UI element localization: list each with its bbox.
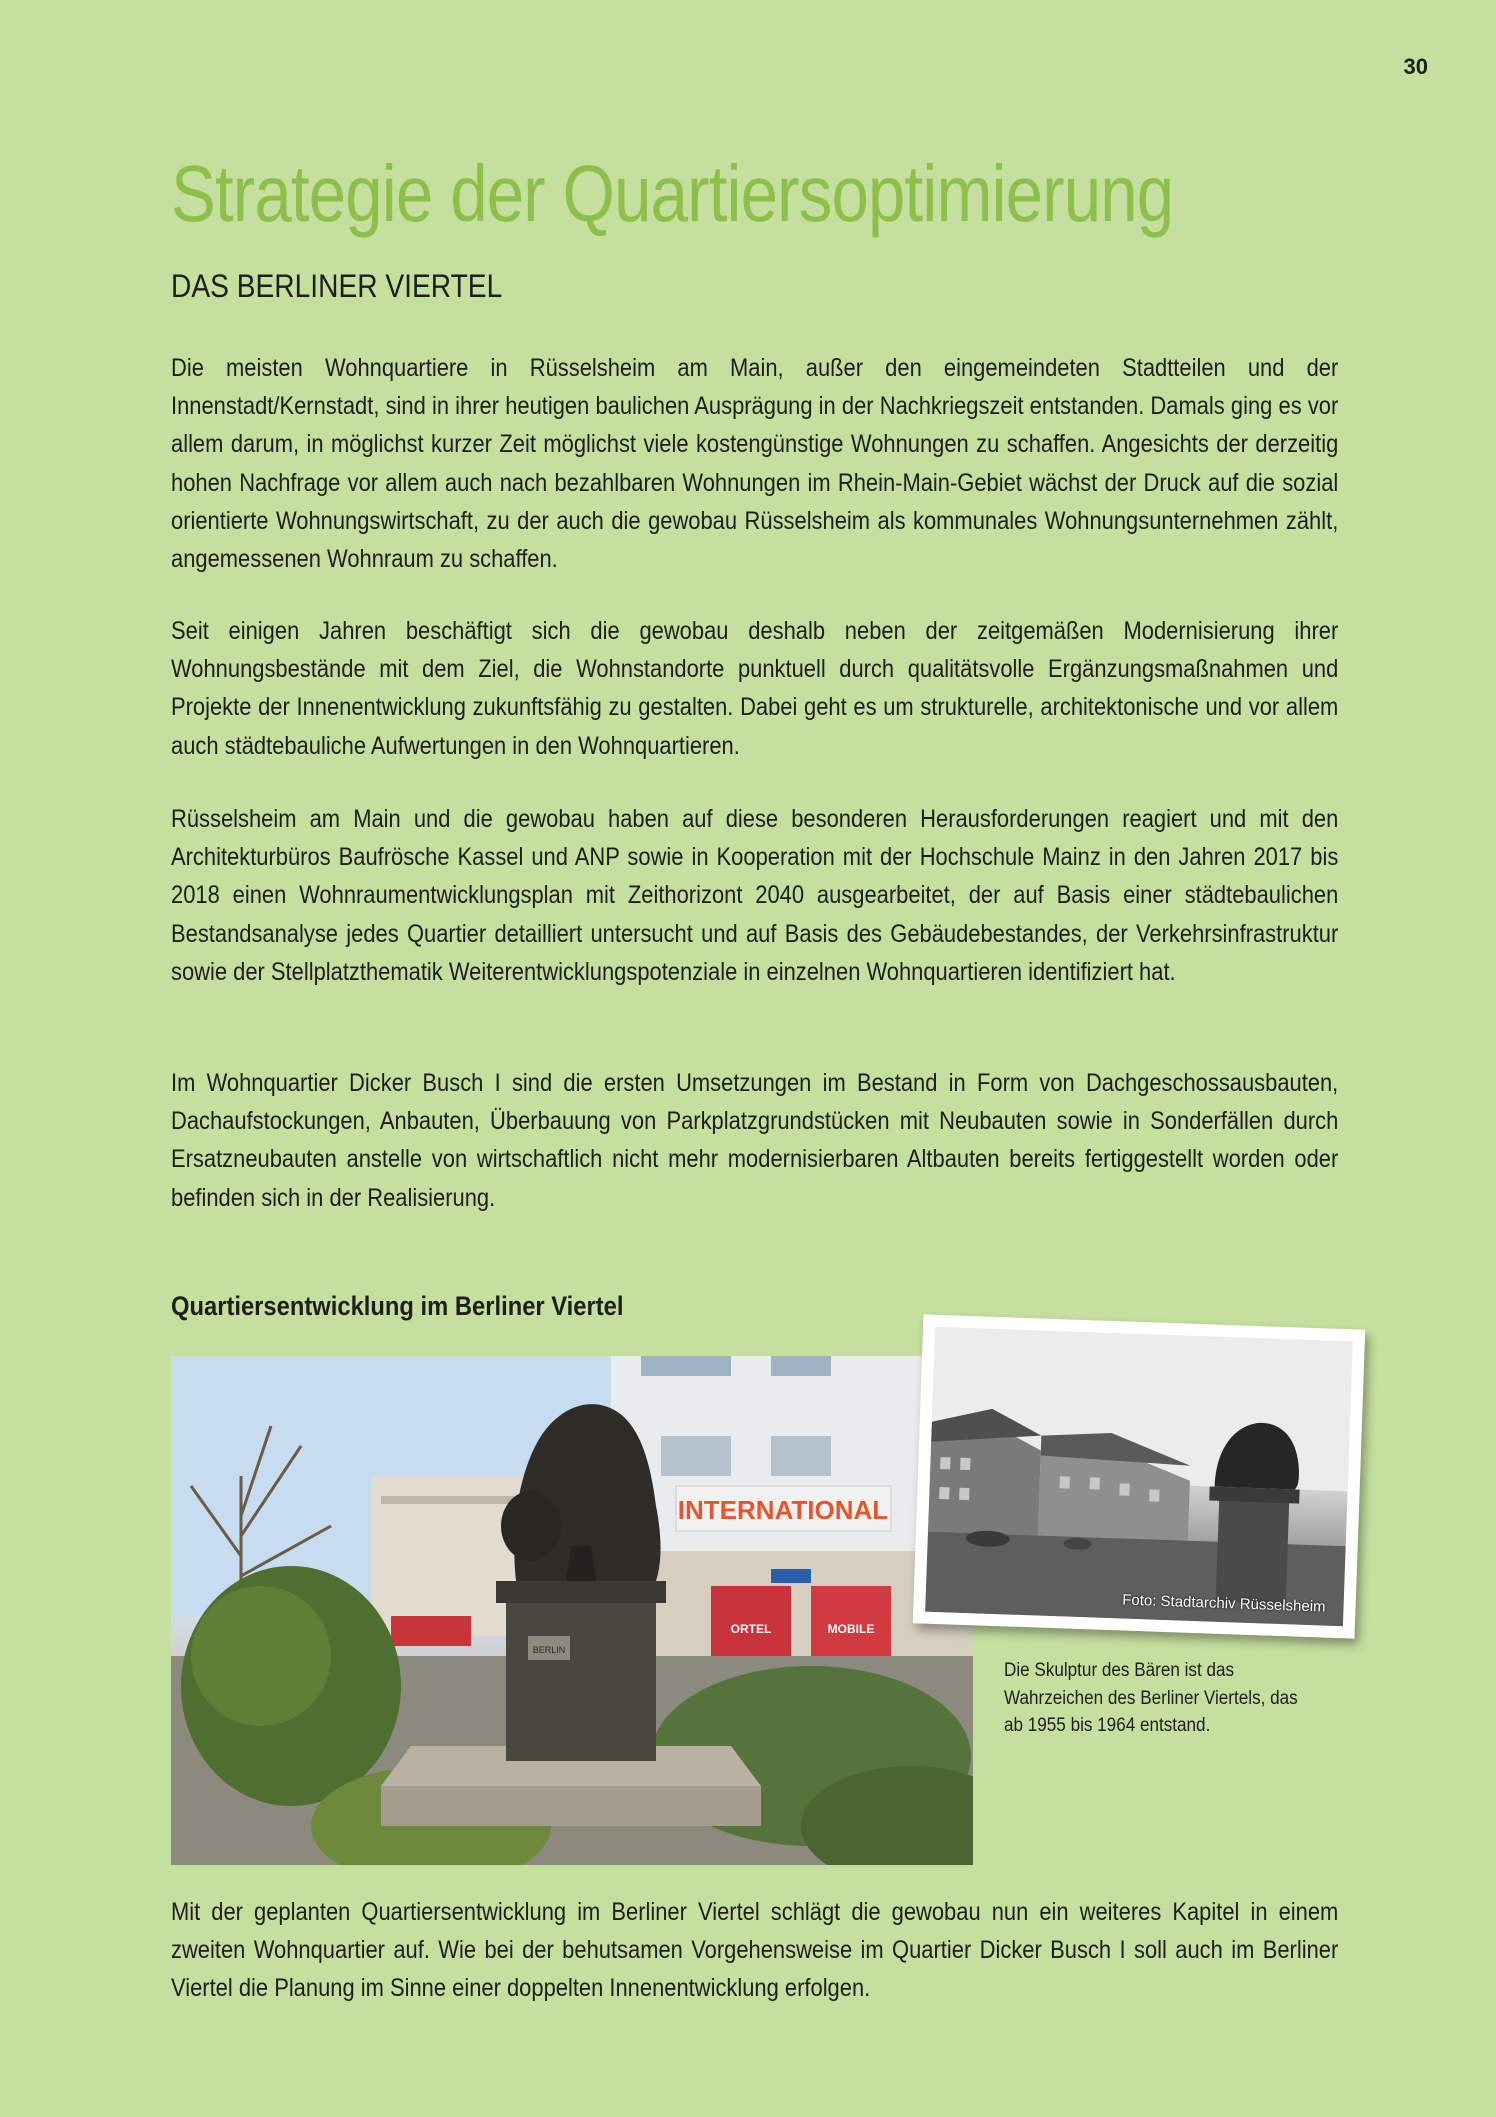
paragraph-4: Im Wohnquartier Dicker Busch I sind die ersten Umsetzungen im Bestand in Form von Dachgeschossausbauten, Dachaufstockungen, Anbauten, Überbauung von Parkplatzgrundstücken mit Neubauten sowie in Sonderfällen durch Ersatzneubauten anstelle von wirtschaftlich nicht mehr modernisierbaren Altbauten bereits fertiggestellt worden oder befinden sich in der Realisierung. xyxy=(171,1069,1339,1212)
paragraph-3: Rüsselsheim am Main und die gewobau haben auf diese besonderen Herausforderungen reagiert und mit den Architekturbüros Baufrösche Kassel und ANP sowie in Kooperation mit der Hochschule Mainz in den Jahren 2017 bis 2018 einen Wohnraumentwicklungsplan mit Zeithorizont 2040 ausgearbeitet, der auf Basis einer städtebaulichen Bestandsanalyse jedes Quartier detailliert untersucht und auf Basis des Gebäudebestandes, der Verkehrsinfrastruktur sowie der Stellplatzthematik Weiterentwicklungspotenziale in einzelnen Wohnquartieren identifiziert hat. xyxy=(171,805,1339,986)
photo-credit: Foto: Stadtarchiv Rüsselsheim xyxy=(1121,1591,1326,1616)
shop-sign-1: ORTEL xyxy=(730,1622,772,1636)
page-subtitle: DAS BERLINER VIERTEL xyxy=(171,268,503,304)
page-number: 30 xyxy=(1403,54,1428,79)
bear-sculpture-photo xyxy=(171,1356,973,1865)
paragraph-5: Mit der geplanten Quartiersentwicklung im Berliner Viertel schlägt die gewobau nun ein weiteres Kapitel in einem zweiten Wohnquartier auf. Wie bei der behutsamen Vorgehensweise im Quartier Dicker Busch I soll auch im Berliner Viertel die Planung im Sinne einer doppelten Innenentwicklung erfolgen. xyxy=(171,1898,1339,2003)
pedestal-plaque: BERLIN xyxy=(532,1645,566,1655)
shop-sign-2: MOBILE xyxy=(827,1622,875,1636)
historic-photo xyxy=(913,1314,1366,1638)
page-title: Strategie der Quartiersoptimierung xyxy=(171,149,1174,238)
photo-caption: Die Skulptur des Bären ist das Wahrzeichen des Berliner Viertels, das ab 1955 bis 1964 entstand. xyxy=(1004,1660,1298,1736)
paragraph-1: Die meisten Wohnquartiere in Rüsselsheim am Main, außer den eingemeindeten Stadtteilen und der Innenstadt/Kernstadt, sind in ihrer heutigen baulichen Ausprägung in der Nachkriegszeit entstanden. Damals ging es vor allem darum, in möglichst kurzer Zeit möglichst viele kostengünstige Wohnungen zu schaffen. Angesichts der derzeitig hohen Nachfrage vor allem auch nach bezahlbaren Wohnungen im Rhein-Main-Gebiet wächst der Druck auf die sozial orientierte Wohnungswirtschaft, zu der auch die gewobau Rüsselsheim als kommunales Wohnungsunternehmen zählt, angemessenen Wohnraum zu schaffen. xyxy=(171,354,1339,574)
international-sign: INTERNATIONAL xyxy=(677,1495,889,1525)
paragraph-2: Seit einigen Jahren beschäftigt sich die gewobau deshalb neben der zeitgemäßen Modernisierung ihrer Wohnungsbestände mit dem Ziel, die Wohnstandorte punktuell durch qualitätsvolle Ergänzungsmaßnahmen und Projekte der Innenentwicklung zukunftsfähig zu gestalten. Dabei geht es um strukturelle, architektonische und vor allem auch städtebauliche Aufwertungen in den Wohnquartieren. xyxy=(171,617,1339,760)
section-heading: Quartiersentwicklung im Berliner Viertel xyxy=(171,1291,624,1321)
